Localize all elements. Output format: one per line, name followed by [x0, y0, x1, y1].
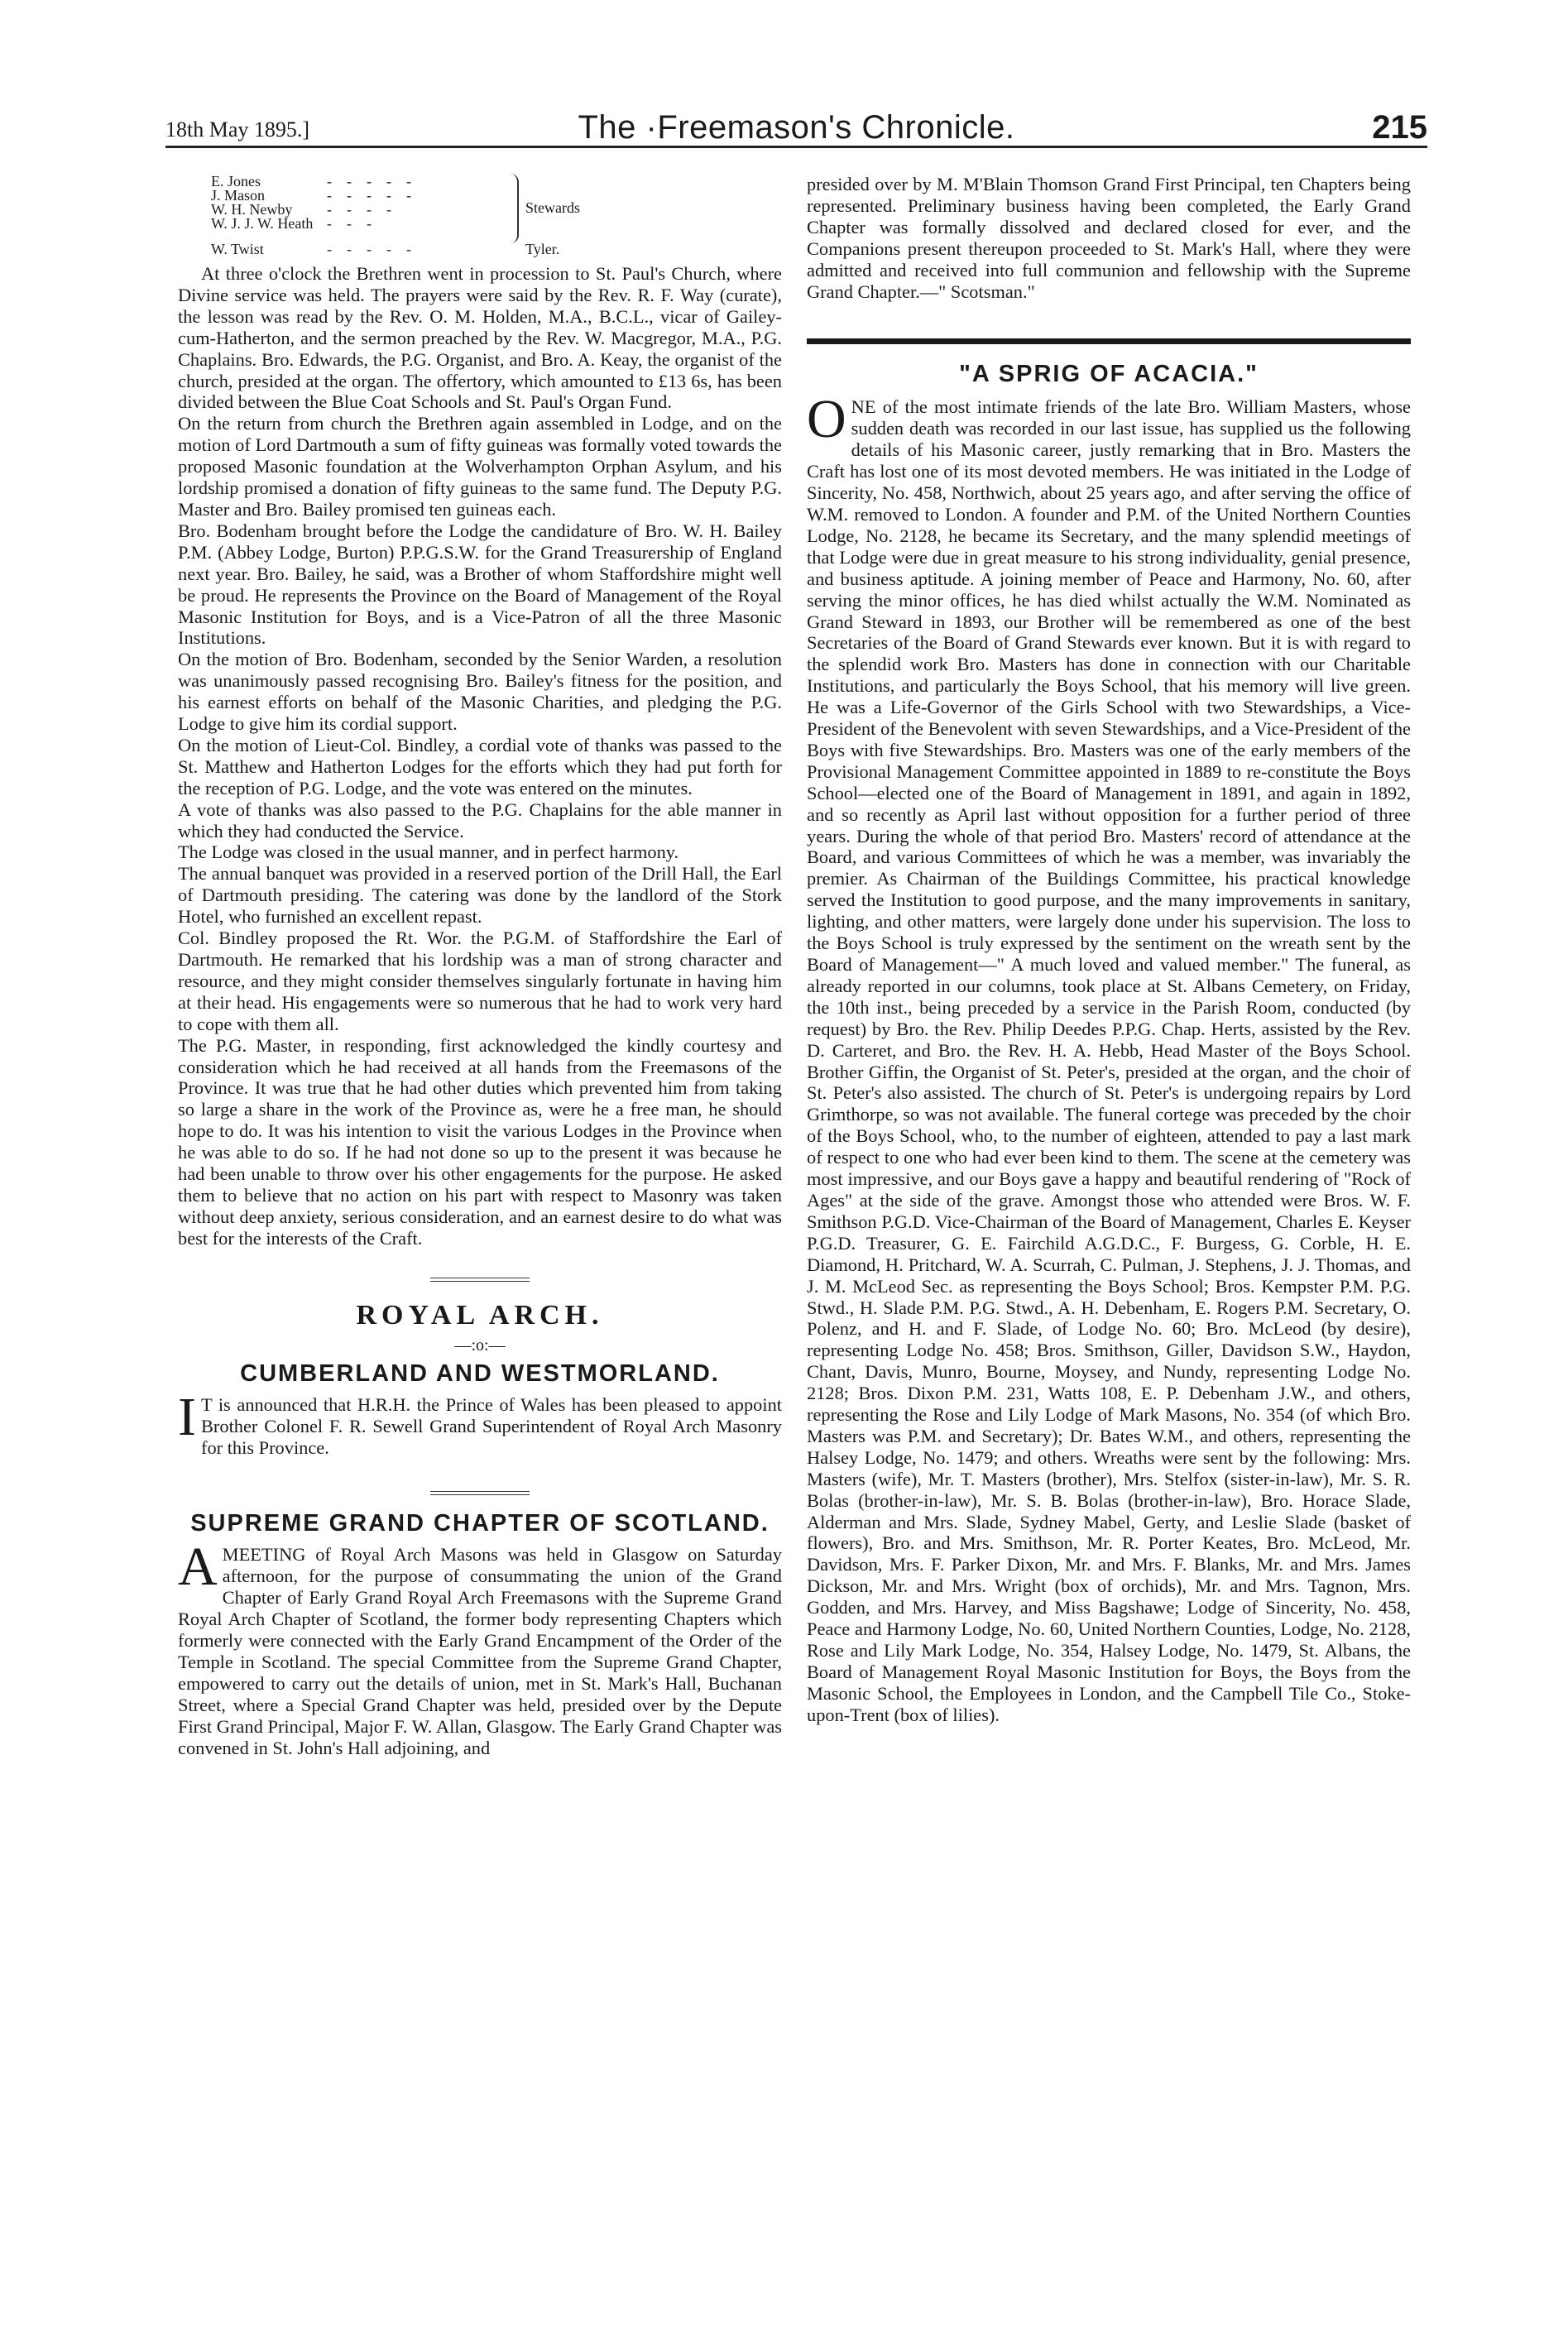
paragraph: Bro. Bodenham brought before the Lodge the candidature of Bro. W. H. Bailey P.M. (Abbey Lodge, Burton) P.P.G.S.W. for the Grand Treasurership of England next year. Bro. Bailey, he said, was a Brother of whom Staffordshire might well be proud. He represents the Province on the Board of Management of the Royal Masonic Institution for Boys, and is a Vice-Patron of all the three Masonic Institutions. — [178, 520, 782, 649]
leader-dots: --- — [327, 215, 386, 232]
acacia-heading: "A SPRIG OF ACACIA." — [959, 361, 1259, 388]
drop-cap: I — [178, 1386, 196, 1447]
stewards-list — [178, 174, 782, 260]
running-head — [165, 106, 1427, 149]
paragraph: The P.G. Master, in responding, first acknowledged the kindly courtesy and consideration which he had received at all hands from the Freemasons of the Province. It was true that he had other duties which prevented him from taking so large a share in the work of the Province as, were he a free man, he should hope to do. It was his intention to visit the various Lodges in the Province when he was able to do so. If he had not done so up to the present it was because he had been unable to throw over his other engagements for the purpose. He asked them to believe that no action on his part with respect to Masonry was taken without deep anxiety, serious consideration, and an earnest desire to do what was best for the interests of the Craft. — [178, 1034, 782, 1249]
paragraph: Col. Bindley proposed the Rt. Wor. the P.G.M. of Staffordshire the Earl of Dartmouth. He remarked that his lordship was a man of strong character and resource, and they might consider themselves singularly fortunate in having him at their head. His engagements were so numerous that he had to work very hard to cope with them all. — [178, 928, 782, 1034]
leader-dots: ----- — [327, 173, 426, 189]
page-number: 215 — [1372, 109, 1427, 146]
paragraph: At three o'clock the Brethren went in procession to St. Paul's Church, where Divine service was held. The prayers were said by the Rev. R. F. Way (curate), the lesson was read by the Rev. O. M. Holden, M.A., B.C.L., vicar of Gailey-cum-Hatherton, and the sermon preached by the Rev. W. Macgregor, M.A., P.G. Chaplains. Bro. Edwards, the P.G. Organist, and Bro. A. Keay, the organist of the church, presided at the organ. The offertory, which amounted to £13 6s, has been divided between the Blue Coat Schools and St. Paul's Organ Fund. — [178, 263, 782, 413]
issue-date: 18th May 1895.] — [165, 117, 310, 141]
ornament: —:o:— — [454, 1335, 506, 1355]
paragraph: The Lodge was closed in the usual manner, and in perfect harmony. — [178, 842, 679, 863]
article-text: MEETING of Royal Arch Masons was held in Glasgow on Saturday afternoon, for the purpose of consummating the union of the Grand Chapter of Early Grand Royal Arch Freemasons with the Supreme Grand Royal Arch Chapter of Scotland, the former body representing Chapters which formerly were connected with the Early Grand Encampment of the Order of the Temple in Scotland. The special Committee from the Supreme Grand Chapter, empowered to carry out the details of union, met in St. Mark's Hall, Buchanan Street, where a Special Grand Chapter was held, presided over by the Depute First Grand Principal, Major F. W. Allan, Glasgow. The Early Grand Chapter was convened in St. John's Hall adjoining, and — [178, 1544, 782, 1758]
steward-row — [211, 216, 741, 232]
steward-name: W. J. J. W. Heath — [211, 215, 314, 232]
acacia-article — [807, 389, 1411, 1725]
leader-dots: ---- — [327, 201, 406, 218]
leader-dots: ----- — [327, 187, 426, 204]
paragraph: On the motion of Bro. Bodenham, seconded by the Senior Warden, a resolution was unanimously passed recognising Bro. Bailey's fitness for the position, and his earnest efforts on behalf of the Masonic Charities, and pledging the P.G. Lodge to give him its cordial support. — [178, 649, 782, 735]
steward-name: E. Jones — [211, 173, 261, 189]
paragraph: A vote of thanks was also passed to the P.G. Chaplains for the able manner in which they had conducted the Service. — [178, 798, 782, 842]
right-column — [807, 174, 1411, 1726]
left-column — [178, 174, 782, 1758]
paragraph: On the motion of Lieut-Col. Bindley, a cordial vote of thanks was passed to the St. Matthew and Hatherton Lodges for the efforts which they had put forth for the reception of P.G. Lodge, and the vote was entered on the minutes. — [178, 734, 782, 798]
royal-arch-heading: ROYAL ARCH. — [356, 1299, 604, 1331]
scotland-article — [178, 1537, 782, 1758]
section-rule — [807, 338, 1411, 344]
paragraph: The annual banquet was provided in a reserved portion of the Drill Hall, the Earl of Dartmouth presiding. The catering was done by the landlord of the Stork Hotel, who furnished an excellent repast. — [178, 863, 782, 928]
brace — [509, 174, 519, 243]
scotland-heading: SUPREME GRAND CHAPTER OF SCOTLAND. — [190, 1510, 770, 1537]
drop-cap: A — [178, 1537, 218, 1598]
publication-title: The ·Freemason's Chronicle. — [578, 109, 1015, 146]
cumberland-article — [178, 1386, 782, 1459]
article-text: NE of the most intimate friends of the late Bro. William Masters, whose sudden death was recorded in our last issue, has supplied us the following details of his Masonic career, justly remarking that in Bro. Masters the Craft has lost one of its most devoted members. He was initiated in the Lodge of Sincerity, No. 458, Northwich, about 25 years ago, and after serving the office of W.M. removed to London. A founder and P.M. of the United Northern Counties Lodge, No. 2128, he became its Secretary, and the many splendid meetings of that Lodge were due in great measure to his strong individuality, genial presence, and business aptitude. A joining member of Peace and Harmony, No. 60, after serving the minor offices, he has died whilst actually the W.M. Nominated as Grand Steward in 1893, our Brother will be remembered as one of the best Secretaries of the Board of Grand Stewards ever known. But it is with regard to the splendid work Bro. Masters has done in connection with our Charitable Institutions, and particularly the Boys School, that his memory will live green. He was a Life-Governor of the Girls School with two Stewardships, a Vice-President of the Benevolent with seven Stewardships, and a Vice-President of the Boys with five Stewardships. Bro. Masters was one of the early members of the Provisional Management Committee appointed in 1889 to re-constitute the Boys School—elected one of the Board of Management in 1891, and again in 1892, and so recently as April last without opposition for a further period of three years. During the whole of that period Bro. Masters' record of attendance at the Board, and various Committees of which he was a member, was invariably the premier. As Chairman of the Buildings Committee, his practical knowledge served the Institution to good purpose, and the many improvements in sanitary, lighting, and other matters, were largely done under his supervision. The loss to the Boys School is truly expressed by the sentiment on the wreath sent by the Board of Management—" A much loved and valued member." The funeral, as already reported in our columns, took place at St. Albans Cemetery, on Friday, the 10th inst., being preceded by a service in the Parish Room, conducted (by request) by Bro. the Rev. Philip Deedes P.P.G. Chap. Herts, assisted by the Rev. D. Carteret, and Bro. the Rev. H. A. Hebb, Head Master of the Boys School. Brother Giffin, the Organist of St. Peter's, presided at the organ, and the choir of St. Peter's also assisted. The church of St. Peter's is undergoing repairs by Lord Grimthorpe, so was not available. The funeral cortege was preceded by the choir of the Boys School, who, to the number of eighteen, attended to pay a last mark of respect to one who had ever been kind to them. The scene at the cemetery was most impressive, and our Boys gave a happy and beautiful rendering of "Rock of Ages" at the side of the grave. Amongst those who attended were Bros. W. F. Smithson P.G.D. Vice-Chairman of the Board of Management, Charles E. Keyser P.G.D. Treasurer, G. E. Fairchild A.G.D.C., F. Burgess, G. Corble, H. E. Diamond, H. Pritchard, W. A. Scurrah, C. Pulman, J. Stephens, J. J. Thomas, and J. M. McLeod Sec. as representing the Boys School; Bros. Kempster P.M. P.G. Stwd., H. Slade P.M. P.G. Stwd., A. H. Debenham, E. Rogers P.M. Secretary, O. Polenz, and H. and F. Slade, of Lodge No. 60; Bro. McLeod (by desire), representing Lodge No. 458; Bros. Smithson, Giller, Davidson S.W., Haydon, Chant, Davis, Munro, Bourne, Moysey, and Nundy, representing Lodge No. 2128; Bros. Dixon P.M. 231, Watts 108, E. P. Debenham J.W., and others, representing the Rose and Lily Lodge of Mark Masons, No. 354 (of which Bro. Masters was P.M. and Secretary); Dr. Bates W.M., and others, representing the Halsey Lodge, No. 1479; and others. Wreaths were sent by the following: Mrs. Masters (wife), Mr. T. Masters (brother), Mrs. Stelfox (sister-in-law), Mr. S. R. Bolas (brother-in-law), Mr. S. B. Bolas (brother-in-law), Bro. Horace Slade, Alderman and Mrs. Slade, Sydney Mabel, Gerty, and Leslie Slade (basket of flowers), Bro. and Mrs. Smithson, Mr. R. Porter Keates, Bro. McLeod, Mr. Davidson, Mrs. F. Parker Dixon, Mr. and Mrs. F. Blanks, Mr. and Mrs. James Dickson, Mr. and Mrs. Wright (box of orchids), Mr. and Mrs. Tagnon, Mrs. Godden, and Mrs. Harvey, and Miss Bagshawe; Lodge of Sincerity, No. 458, Peace and Harmony Lodge, No. 60, United Northern Counties, Lodge, No. 2128, Rose and Lily Mark Lodge, No. 354, Halsey Lodge, No. 1479, St. Albans, the Board of Management Royal Masonic Institution for Boys, the Boys from the Masonic School, the Employees in London, and the Campbell Tile Co., Stoke-upon-Trent (box of lilies). — [807, 396, 1411, 1725]
leader-dots: ----- — [327, 241, 426, 257]
stewards-label: Stewards — [525, 199, 580, 216]
steward-row — [211, 242, 741, 257]
drop-cap: O — [807, 389, 846, 450]
cumberland-heading: CUMBERLAND AND WESTMORLAND. — [240, 1359, 720, 1387]
steward-name: J. Mason — [211, 187, 266, 204]
header-rule — [165, 146, 1427, 148]
article-text: T is announced that H.R.H. the Prince of Wales has been pleased to appoint Brother Colonel F. R. Sewell Grand Superintendent of Royal Arch Masonry for this Province. — [200, 1393, 782, 1458]
tyler-label: Tyler. — [525, 241, 560, 257]
paragraph: On the return from church the Brethren again assembled in Lodge, and on the motion of Lord Dartmouth a sum of fifty guineas was formally voted towards the proposed Masonic foundation at the Wolverhampton Orphan Asylum, and his lordship promised a donation of fifty guineas to the same fund. The Deputy P.G. Master and Bro. Bailey promised ten guineas each. — [178, 413, 782, 520]
steward-name: W. H. Newby — [211, 201, 293, 218]
steward-name: W. Twist — [211, 241, 264, 257]
continuation-paragraph: presided over by M. M'Blain Thomson Grand First Principal, ten Chapters being represented. Preliminary business having been completed, the Early Grand Chapter was formally dissolved and declared closed for ever, and the Companions present thereupon proceeded to St. Mark's Hall, where they were admitted and received into full communion and fellowship with the Supreme Grand Chapter.—" Scotsman." — [807, 174, 1411, 302]
